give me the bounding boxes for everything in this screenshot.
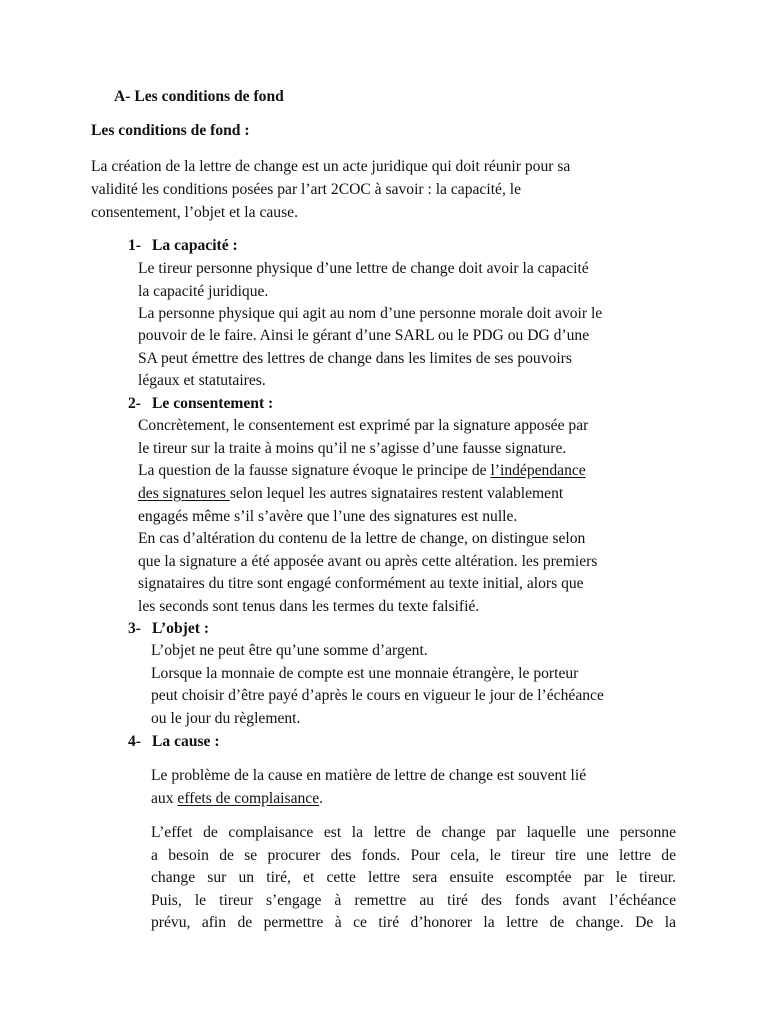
item-2-principle-line [138,461,586,481]
item-4-para2-line-5: prévu, afin de permettre à ce tiré d’honorer la lettre de change. De la [151,914,676,931]
item-4-para2-line-4: Puis, le tireur s’engage à remettre au tiré des fonds avant l’échéance [151,892,676,909]
complaisance-link: effets de complaisance [177,790,320,807]
item-4-para2-line-2: a besoin de se procurer des fonds. Pour cela, le tireur tire une lettre de [151,847,676,864]
item-2-line-6: En cas d’altération du contenu de la lettre de change, on distingue selon [138,530,586,547]
intro-line-1: La création de la lettre de change est un acte juridique qui doit réunir pour sa [91,158,571,175]
item-1-line-5: SA peut émettre des lettres de change dans les limites de ses pouvoirs [138,350,572,367]
principle-prefix: La question de la fausse signature évoque le principe de [138,462,491,479]
intro-line-3: consentement, l’objet et la cause. [91,204,298,221]
para1-suffix: . [319,790,324,807]
item-1-line-4: pouvoir de le faire. Ainsi le gérant d’une SARL ou le PDG ou DG d’une [138,327,590,344]
principle-suffix: selon lequel les autres signataires restent valablement [229,485,564,502]
independance-link: l’indépendance [490,462,586,479]
item-3-line-2: Lorsque la monnaie de compte est une monnaie étrangère, le porteur [151,665,579,682]
item-3-line-3: peut choisir d’être payé d’après le cours en vigueur le jour de l’échéance [151,687,604,704]
section-heading [114,87,284,107]
item-4-number: 4- [128,733,141,750]
item-2-line-8: signataires du titre sont engagé conformément au texte initial, alors que [138,575,584,592]
item-2-number: 2- [128,395,141,412]
item-2-line-1: Concrètement, le consentement est exprimé par la signature apposée par [138,417,589,434]
section-subheading: Les conditions de fond : [91,122,250,139]
item-1-line-3: La personne physique qui agit au nom d’une personne morale doit avoir le [138,305,603,322]
item-4-para1-line-2 [151,789,323,809]
item-3-title: L’objet : [152,620,210,637]
item-4-para1-line-1: Le problème de la cause en matière de lettre de change est souvent lié [151,767,587,784]
section-heading-text: A- Les conditions de fond [114,88,284,105]
intro-line-2: validité les conditions posées par l’art 2COC à savoir : la capacité, le [91,181,521,198]
item-1-title: La capacité : [152,237,238,254]
item-1-line-2: la capacité juridique. [138,283,269,300]
item-2-line-9: les seconds sont tenus dans les termes du texte falsifié. [138,598,480,615]
item-3-number: 3- [128,620,141,637]
item-4-title: La cause : [152,733,220,750]
item-2-line-5: engagés même s’il s’avère que l’une des signatures est nulle. [138,508,518,525]
item-2-line-7: que la signature a été apposée avant ou après cette altération. les premiers [138,553,598,570]
item-2-line-2: le tireur sur la traite à moins qu’il ne s’agisse d’une fausse signature. [138,440,567,457]
item-3-line-4: ou le jour du règlement. [151,710,301,727]
item-4-para2-line-1: L’effet de complaisance est la lettre de change par laquelle une personne [151,824,676,841]
item-2-principle-line-2 [138,484,563,504]
item-2-title: Le consentement : [152,395,274,412]
item-1-number: 1- [128,237,141,254]
para1-prefix: aux [151,790,178,807]
item-1-line-6: légaux et statutaires. [138,372,266,389]
item-3-line-1: L’objet ne peut être qu’une somme d’argent. [151,642,428,659]
signatures-link: des signatures [138,485,230,502]
item-4-para2-line-3: change sur un tiré, et cette lettre sera ensuite escomptée par le tireur. [151,869,676,886]
item-1-line-1: Le tireur personne physique d’une lettre de change doit avoir la capacité [138,260,589,277]
